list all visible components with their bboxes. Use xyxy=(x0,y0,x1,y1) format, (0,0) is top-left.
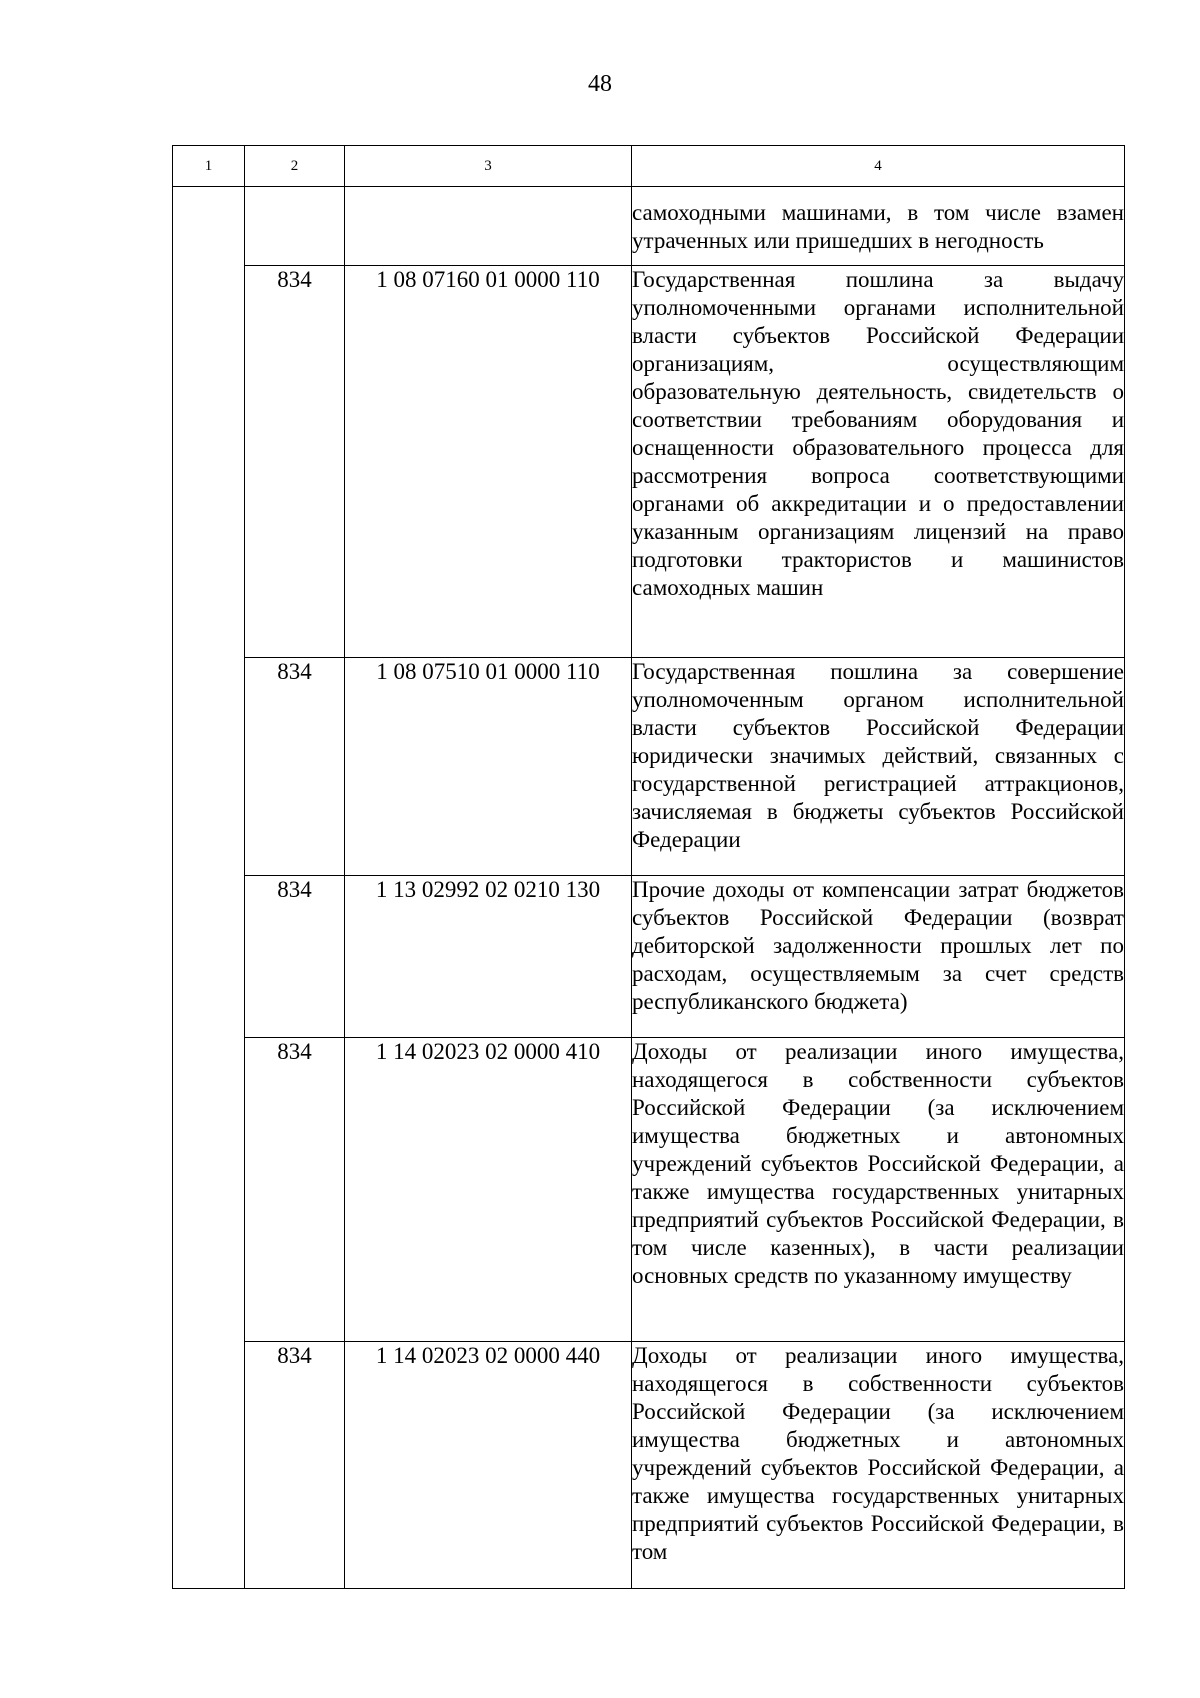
description-cell: Государственная пошлина за выдачу уполномоченными органами исполнительной власти субъектов Российской Федерации организациям, осуществляющим образовательную деятельность, свидетельств о соответствии требованиям оборудования и оснащенности образовательного процесса для рассмотрения вопроса соответствующими органами об аккредитации и о предоставлении указанным организациям лицензий на право подготовки трактористов и машинистов самоходных машин xyxy=(632,266,1125,658)
admin-code-cell: 834 xyxy=(245,266,345,658)
table-row xyxy=(173,658,1125,876)
table-row xyxy=(173,876,1125,1038)
table-header-row xyxy=(173,146,1125,187)
kbk-code-cell: 1 08 07160 01 0000 110 xyxy=(345,266,632,658)
kbk-code-cell: 1 14 02023 02 0000 410 xyxy=(345,1038,632,1342)
kbk-code-cell: 1 08 07510 01 0000 110 xyxy=(345,658,632,876)
description-cell: Государственная пошлина за совершение уполномоченным органом исполнительной власти субъектов Российской Федерации юридически значимых действий, связанных с государственной регистрацией аттракционов, зачисляемая в бюджеты субъектов Российской Федерации xyxy=(632,658,1125,876)
admin-code-cell: 834 xyxy=(245,1038,345,1342)
table-row xyxy=(173,1038,1125,1342)
admin-code-cell: 834 xyxy=(245,1342,345,1589)
column-header-4: 4 xyxy=(632,146,1125,187)
admin-code-cell: 834 xyxy=(245,658,345,876)
table-row xyxy=(173,266,1125,658)
description-cell: самоходными машинами, в том числе взамен утраченных или пришедших в негодность xyxy=(632,187,1125,266)
column-header-2: 2 xyxy=(245,146,345,187)
table-row xyxy=(173,1342,1125,1589)
kbk-code-cell: 1 13 02992 02 0210 130 xyxy=(345,876,632,1038)
kbk-code-cell xyxy=(345,187,632,266)
column-header-1: 1 xyxy=(173,146,245,187)
description-cell: Доходы от реализации иного имущества, находящегося в собственности субъектов Российской Федерации (за исключением имущества бюджетных и автономных учреждений субъектов Российской Федерации, а также имущества государственных унитарных предприятий субъектов Российской Федерации, в том xyxy=(632,1342,1125,1589)
table-row xyxy=(173,187,1125,266)
admin-code-cell xyxy=(245,187,345,266)
column-1-cell xyxy=(173,187,245,1589)
kbk-code-cell: 1 14 02023 02 0000 440 xyxy=(345,1342,632,1589)
page-number: 48 xyxy=(588,71,612,97)
description-cell: Доходы от реализации иного имущества, находящегося в собственности субъектов Российской Федерации (за исключением имущества бюджетных и автономных учреждений субъектов Российской Федерации, а также имущества государственных унитарных предприятий субъектов Российской Федерации, в том числе казенных), в части реализации основных средств по указанному имуществу xyxy=(632,1038,1125,1342)
revenue-table xyxy=(172,145,1125,1589)
description-cell: Прочие доходы от компенсации затрат бюджетов субъектов Российской Федерации (возврат дебиторской задолженности прошлых лет по расходам, осуществляемым за счет средств республиканского бюджета) xyxy=(632,876,1125,1038)
column-header-3: 3 xyxy=(345,146,632,187)
admin-code-cell: 834 xyxy=(245,876,345,1038)
